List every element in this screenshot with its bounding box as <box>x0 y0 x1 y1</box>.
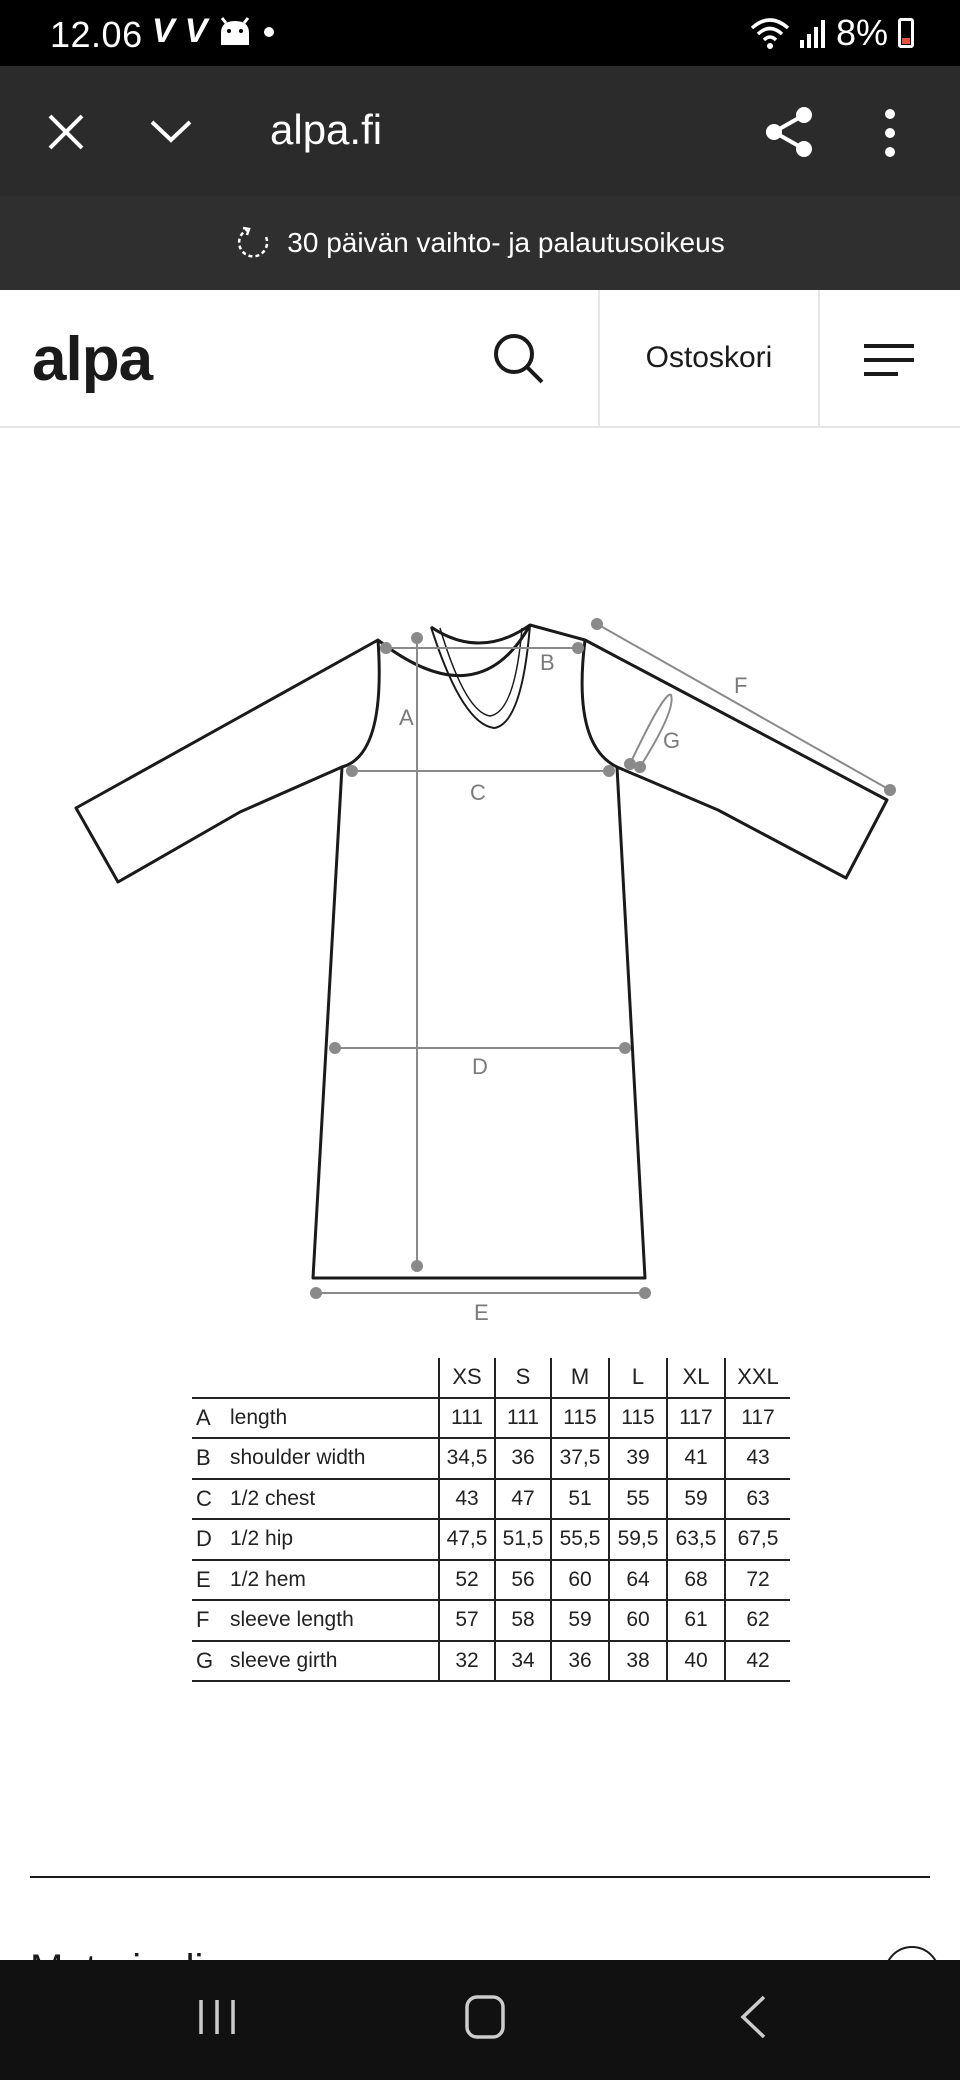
size-header: L <box>609 1358 667 1398</box>
status-time: 12.06 <box>50 14 143 55</box>
measurement-letter: E <box>192 1560 230 1601</box>
table-cell: 39 <box>609 1438 667 1479</box>
table-row <box>192 1641 790 1682</box>
table-cell: 115 <box>609 1398 667 1439</box>
table-row <box>192 1479 790 1520</box>
table-row <box>192 1438 790 1479</box>
table-cell: 60 <box>551 1560 609 1601</box>
table-cell: 117 <box>725 1398 790 1439</box>
promo-banner <box>0 196 960 290</box>
measurement-letter: G <box>192 1641 230 1682</box>
measurement-label: 1/2 chest <box>230 1479 439 1520</box>
measurement-letter: B <box>192 1438 230 1479</box>
back-icon[interactable] <box>738 1994 768 2040</box>
table-row <box>192 1560 790 1601</box>
section-divider <box>30 1876 930 1878</box>
material-section-title[interactable] <box>30 1944 203 1960</box>
measurement-letter: F <box>192 1600 230 1641</box>
table-cell: 56 <box>495 1560 551 1601</box>
table-cell: 36 <box>551 1641 609 1682</box>
hamburger-menu-icon[interactable] <box>862 340 916 380</box>
size-header: M <box>551 1358 609 1398</box>
browser-toolbar <box>0 66 960 196</box>
label-d: D <box>472 1054 488 1079</box>
header-spacer <box>230 1358 439 1398</box>
size-header: XL <box>667 1358 725 1398</box>
more-options-icon[interactable] <box>880 108 900 158</box>
table-cell: 55,5 <box>551 1519 609 1560</box>
table-cell: 52 <box>439 1560 495 1601</box>
table-cell: 60 <box>609 1600 667 1641</box>
measurement-letter: D <box>192 1519 230 1560</box>
label-a: A <box>399 705 414 730</box>
dot-icon <box>263 26 275 38</box>
table-cell: 115 <box>551 1398 609 1439</box>
table-cell: 34 <box>495 1641 551 1682</box>
label-b: B <box>540 650 555 675</box>
measurement-letter: C <box>192 1479 230 1520</box>
wifi-icon <box>750 16 790 50</box>
table-cell: 68 <box>667 1560 725 1601</box>
home-icon[interactable] <box>464 1994 506 2040</box>
table-cell: 38 <box>609 1641 667 1682</box>
recent-apps-icon[interactable] <box>196 1996 238 2038</box>
table-cell: 62 <box>725 1600 790 1641</box>
label-g: G <box>663 728 681 753</box>
size-header: XXL <box>725 1358 790 1398</box>
table-cell: 51 <box>551 1479 609 1520</box>
table-cell: 59,5 <box>609 1519 667 1560</box>
table-cell: 34,5 <box>439 1438 495 1479</box>
garment-measurement-diagram <box>0 560 960 1340</box>
table-cell: 36 <box>495 1438 551 1479</box>
table-cell: 43 <box>439 1479 495 1520</box>
table-cell: 57 <box>439 1600 495 1641</box>
table-cell: 64 <box>609 1560 667 1601</box>
table-row <box>192 1600 790 1641</box>
label-f: F <box>734 673 748 698</box>
table-cell: 40 <box>667 1641 725 1682</box>
table-row <box>192 1519 790 1560</box>
table-cell: 41 <box>667 1438 725 1479</box>
table-cell: 63 <box>725 1479 790 1520</box>
chevron-down-icon[interactable] <box>148 116 194 146</box>
v-notification-icon: V <box>184 12 208 50</box>
search-icon[interactable] <box>490 330 546 386</box>
table-cell: 32 <box>439 1641 495 1682</box>
site-header <box>0 290 960 428</box>
measurement-label: length <box>230 1398 439 1439</box>
table-cell: 51,5 <box>495 1519 551 1560</box>
table-cell: 55 <box>609 1479 667 1520</box>
measurement-letter: A <box>192 1398 230 1439</box>
android-icon <box>217 17 253 47</box>
table-cell: 111 <box>439 1398 495 1439</box>
garment-outline <box>76 625 887 1278</box>
size-chart-table <box>192 1358 790 1682</box>
table-cell: 43 <box>725 1438 790 1479</box>
status-bar <box>0 0 960 66</box>
status-right <box>750 12 914 54</box>
system-nav-bar <box>0 1960 960 2080</box>
notification-icons <box>152 12 275 51</box>
table-cell: 117 <box>667 1398 725 1439</box>
table-cell: 37,5 <box>551 1438 609 1479</box>
cart-button[interactable] <box>598 290 820 426</box>
close-icon[interactable] <box>46 112 86 152</box>
table-row <box>192 1398 790 1439</box>
table-cell: 42 <box>725 1641 790 1682</box>
table-cell: 67,5 <box>725 1519 790 1560</box>
measurement-label: 1/2 hem <box>230 1560 439 1601</box>
measurement-label: shoulder width <box>230 1438 439 1479</box>
battery-icon <box>898 18 914 48</box>
table-cell: 63,5 <box>667 1519 725 1560</box>
table-cell: 59 <box>667 1479 725 1520</box>
label-e: E <box>474 1300 489 1325</box>
refresh-icon <box>235 225 271 261</box>
size-header: XS <box>439 1358 495 1398</box>
url-bar[interactable]: alpa.fi <box>270 106 383 153</box>
measurement-label: sleeve length <box>230 1600 439 1641</box>
size-header-row <box>192 1358 790 1398</box>
header-spacer <box>192 1358 230 1398</box>
table-cell: 111 <box>495 1398 551 1439</box>
battery-percent: 8% <box>835 12 888 53</box>
table-cell: 47 <box>495 1479 551 1520</box>
table-cell: 61 <box>667 1600 725 1641</box>
v-notification-icon: V <box>152 12 175 50</box>
measurement-label: sleeve girth <box>230 1641 439 1682</box>
share-icon[interactable] <box>764 106 814 158</box>
cart-label: Ostoskori <box>645 341 773 374</box>
table-cell: 72 <box>725 1560 790 1601</box>
promo-text: 30 päivän vaihto- ja palautusoikeus <box>287 227 725 258</box>
signal-icon <box>800 18 826 48</box>
table-cell: 47,5 <box>439 1519 495 1560</box>
label-c: C <box>470 780 486 805</box>
table-cell: 59 <box>551 1600 609 1641</box>
measurement-label: 1/2 hip <box>230 1519 439 1560</box>
size-header: S <box>495 1358 551 1398</box>
site-logo[interactable]: alpa <box>32 325 153 394</box>
table-cell: 58 <box>495 1600 551 1641</box>
